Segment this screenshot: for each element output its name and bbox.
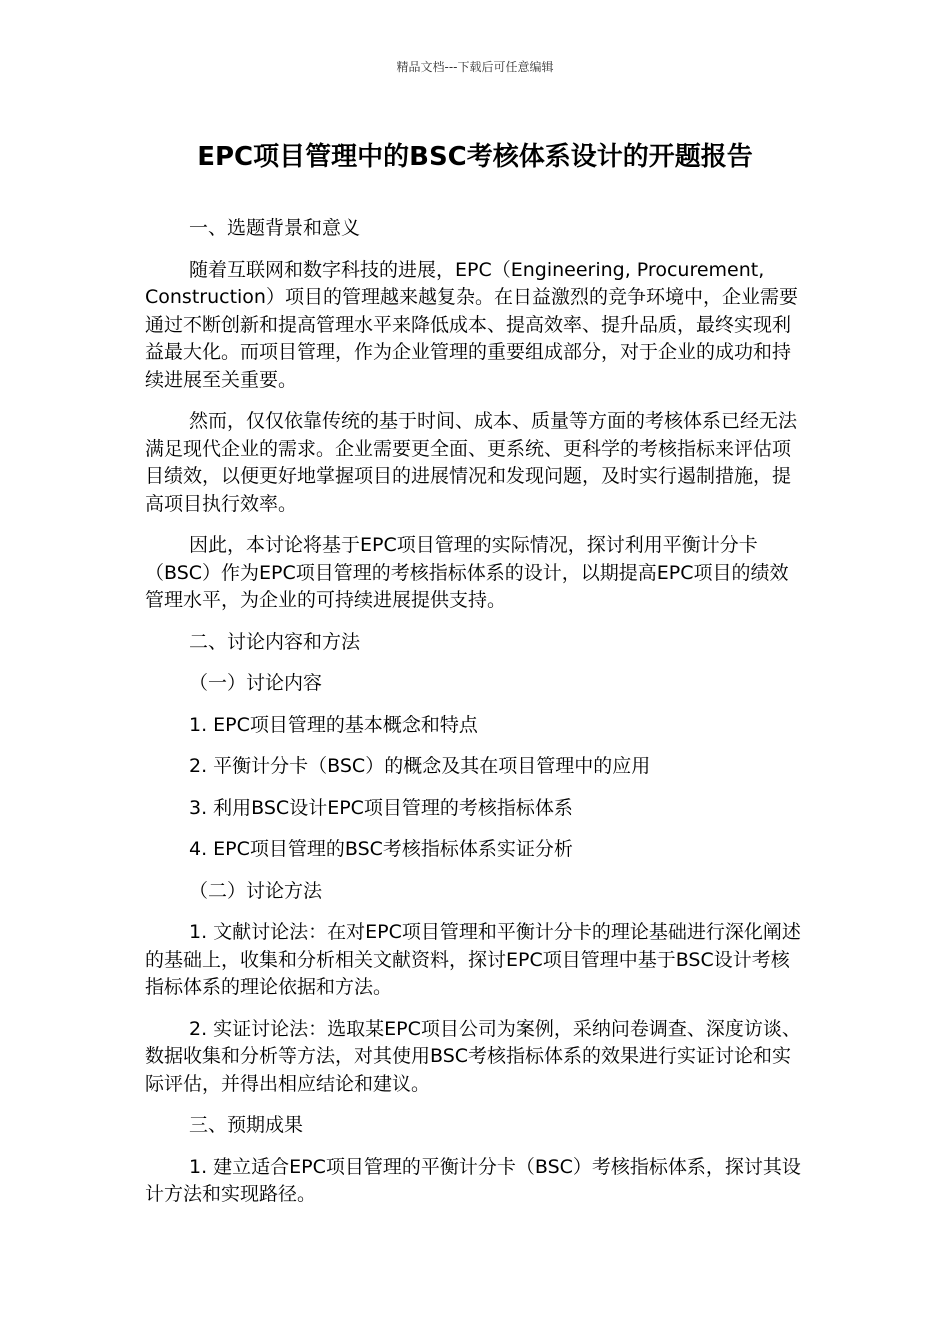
- list-item: 4. EPC项目管理的BSC考核指标体系实证分析: [189, 838, 573, 860]
- list-item: 2. 平衡计分卡（BSC）的概念及其在项目管理中的应用: [189, 755, 651, 777]
- header-note: 精品文档---下载后可任意编辑: [396, 60, 554, 74]
- paragraph-background-1: 随着互联网和数字科技的进展，EPC（Engineering, Procurement, Construction）项目的管理越来越复杂。在日益激烈的竞争环境中，企业需要通过不断创新和提高管理水平来降低成本、提高效率、提升品质，最终实现利益最大化。而项目管理，作为企业管理的重要组成部分，对于企业的成功和持续进展至关重要。: [145, 258, 798, 391]
- section-heading-content-method: 二、讨论内容和方法: [189, 630, 361, 653]
- list-item: 3. 利用BSC设计EPC项目管理的考核指标体系: [189, 796, 573, 819]
- paragraph-results-1: 1. 建立适合EPC项目管理的平衡计分卡（BSC）考核指标体系，探讨其设计方法和实现路径。: [145, 1155, 801, 1205]
- subheading-content: （一）讨论内容: [189, 672, 323, 694]
- document-title: EPC项目管理中的BSC考核体系设计的开题报告: [197, 142, 753, 172]
- paragraph-background-2: 然而，仅仅依靠传统的基于时间、成本、质量等方面的考核体系已经无法满足现代企业的需求。企业需要更全面、更系统、更科学的考核指标来评估项目绩效，以便更好地掌握项目的进展情况和发现问题，及时实行遏制措施，提高项目执行效率。: [145, 410, 798, 515]
- section-heading-background: 一、选题背景和意义: [189, 217, 361, 239]
- paragraph-method-1: 1. 文献讨论法：在对EPC项目管理和平衡计分卡的理论基础进行深化阐述的基础上，收集和分析相关文献资料，探讨EPC项目管理中基于BSC设计考核指标体系的理论依据和方法。: [145, 921, 801, 998]
- list-item: 1. EPC项目管理的基本概念和特点: [189, 713, 478, 736]
- document-body: [145, 215, 807, 1223]
- paragraph-background-3: 因此，本讨论将基于EPC项目管理的实际情况，探讨利用平衡计分卡（BSC）作为EPC项目管理的考核指标体系的设计，以期提高EPC项目的绩效管理水平，为企业的可持续进展提供支持。: [145, 534, 789, 611]
- paragraph-method-2: 2. 实证讨论法：选取某EPC项目公司为案例，采纳问卷调查、深度访谈、数据收集和分析等方法，对其使用BSC考核指标体系的效果进行实证讨论和实际评估，并得出相应结论和建议。: [145, 1017, 801, 1095]
- section-heading-expected-results: 三、预期成果: [189, 1114, 304, 1136]
- subheading-method: （二）讨论方法: [189, 879, 323, 902]
